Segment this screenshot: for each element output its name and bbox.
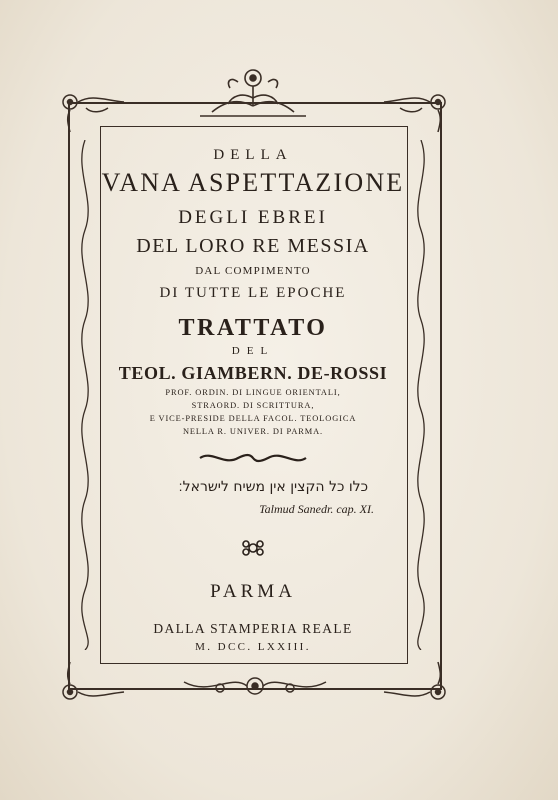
heading-trattato: TRATTATO bbox=[178, 315, 328, 341]
title-line-vana-aspettazione: VANA ASPETTAZIONE bbox=[101, 168, 405, 197]
epigraph-source: Talmud Sanedr. cap. XI. bbox=[259, 502, 374, 516]
right-vine-ornament-icon bbox=[408, 140, 434, 650]
corner-ornament-bottom-right-icon bbox=[380, 660, 450, 706]
title-line-degli-ebrei: DEGLI EBREI bbox=[178, 207, 328, 228]
left-vine-ornament-icon bbox=[72, 140, 98, 650]
author-credential-line: STRAORD. DI SCRITTURA, bbox=[191, 401, 315, 410]
text-del: DEL bbox=[231, 345, 275, 357]
hebrew-epigraph: כלו כל הקצין אין משיח לישראל׃ bbox=[178, 479, 368, 495]
title-line-della: DELLA bbox=[213, 147, 293, 163]
author-name: TEOL. GIAMBERN. DE-ROSSI bbox=[118, 363, 388, 383]
title-line-del-loro-re-messia: DEL LORO RE MESSIA bbox=[136, 235, 370, 257]
author-credential-line: PROF. ORDIN. DI LINGUE ORIENTALI, bbox=[165, 388, 341, 397]
title-line-di-tutte-le-epoche: DI TUTTE LE EPOCHE bbox=[159, 285, 347, 301]
rosette-ornament-icon bbox=[241, 538, 265, 558]
bottom-garland-ornament-icon bbox=[180, 668, 330, 704]
imprint-city: PARMA bbox=[210, 581, 296, 602]
swash-divider-icon bbox=[198, 452, 308, 464]
corner-ornament-bottom-left-icon bbox=[58, 660, 128, 706]
imprint-year: M. DCC. LXXIII. bbox=[195, 641, 311, 653]
imprint-printer: DALLA STAMPERIA REALE bbox=[153, 621, 353, 636]
top-crest-ornament-icon bbox=[198, 62, 308, 120]
title-text-block bbox=[100, 126, 406, 662]
author-credential-line: E VICE-PRESIDE DELLA FACOL. TEOLOGICA bbox=[149, 414, 357, 423]
title-line-dal-compimento: DAL COMPIMENTO bbox=[195, 265, 311, 277]
author-credential-line: NELLA R. UNIVER. DI PARMA. bbox=[182, 427, 324, 436]
